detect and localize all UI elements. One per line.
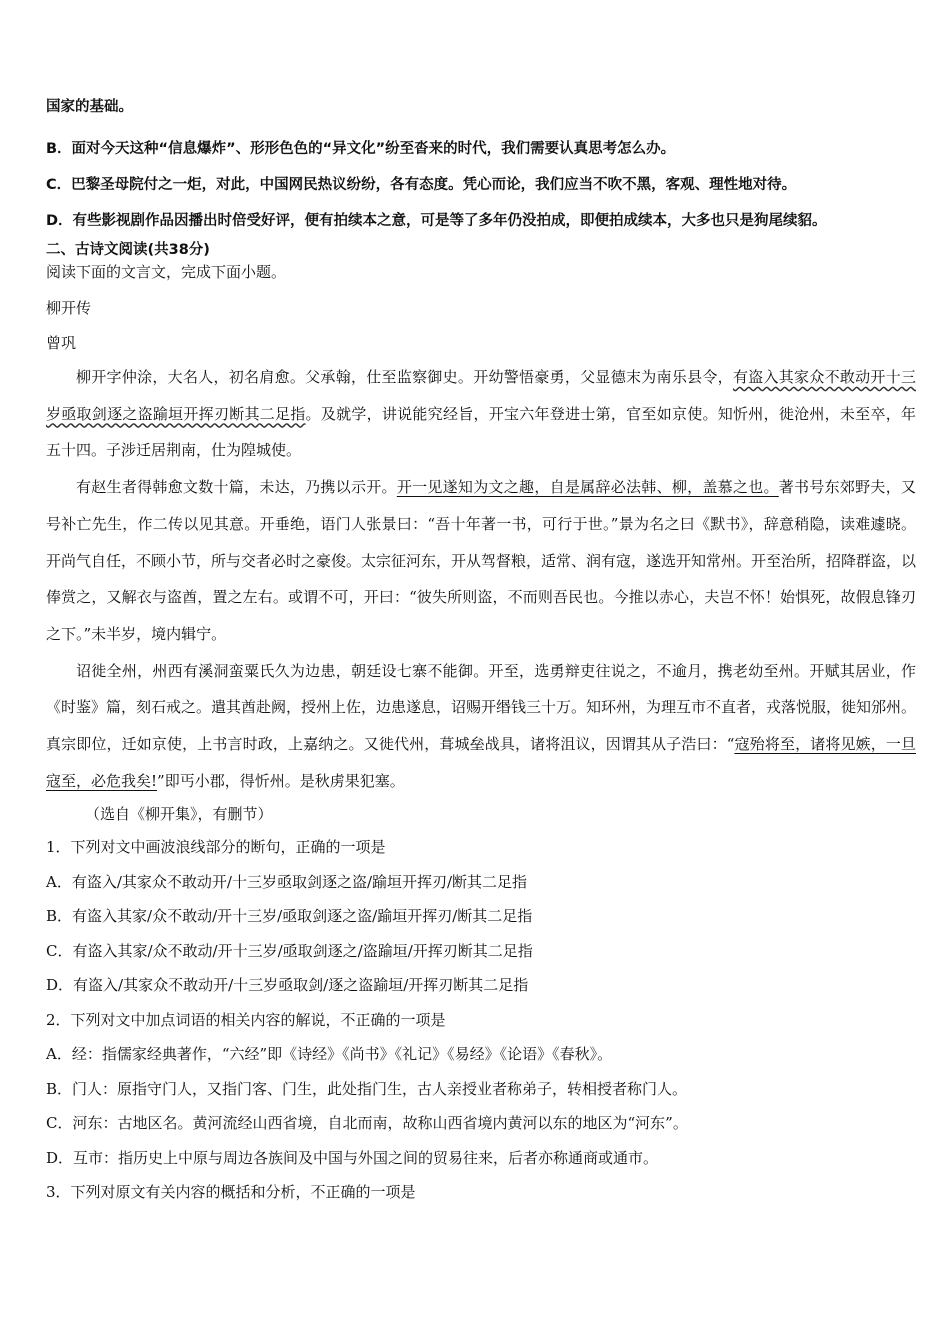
question-2-stem: 2．下列对文中加点词语的相关内容的解说，不正确的一项是 (46, 1010, 446, 1029)
question-2-option-a: A．经：指儒家经典著作，“六经”即《诗经》《尚书》《礼记》《易经》《论语》《春秋》。 (46, 1045, 613, 1064)
question-2-option-b: B．门人：原指守门人，又指门客、门生，此处指门生，古人亲授业者称弟子，转相授者称门人。 (46, 1079, 688, 1098)
question-1-option-c: C．有盗入其家/众不敢动/开十三岁/亟取剑逐之/盗踰垣/开挥刃断其二足指 (46, 941, 533, 960)
p1-text-b: 。及就学，讲说能究经旨，开宝六年登进士第，官至如京使。知忻州，徙沧州，未至卒，年五十四。子涉迁居荆南，仕为隍城使。 (46, 404, 916, 460)
question-2-option-c: C．河东：古地区名。黄河流经山西省境，自北而南，故称山西省境内黄河以东的地区为“河东”。 (46, 1114, 688, 1133)
question-1-option-b: B．有盗入其家/众不敢动/开十三岁/亟取剑逐之盗/踰垣开挥刃/断其二足指 (46, 907, 533, 926)
question-1-option-a: A．有盗入/其家众不敢动开/十三岁亟取剑逐之盗/踰垣开挥刃/断其二足指 (46, 872, 528, 891)
section-title: 二、古诗文阅读(共38分) (46, 242, 210, 258)
question-3-stem: 3．下列对原文有关内容的概括和分析，不正确的一项是 (46, 1183, 416, 1202)
question-1-stem: 1．下列对文中画波浪线部分的断句，正确的一项是 (46, 838, 386, 857)
p1-wavy-text: 有盗入其家众不敢动开十三岁亟取剑逐之盗踰垣开挥刃断其二足指 (46, 368, 916, 423)
p3-text-a: 诏徙全州，州西有溪洞蛮粟氏久为边患，朝廷设七寨不能御。开至，选勇辩吏往说之，不逾月，携老幼至州。开赋其居业，作《时鉴》篇，刻石戒之。遣其酋赴阙，授州上佐，边患遂息，诏赐开缗钱三十万。知环州，为理互市不直者，戎落悦服，徙知邠州。真宗即位，迁如京使，上书言时政，上嘉纳之。又徙代州，葺城垒战具，诸将沮议，因谓其从子浩曰：“ (46, 661, 917, 754)
p2-underlined-text: 开一见遂知为文之趣，自是属辞必法韩、柳，盖慕之也。 (396, 478, 779, 497)
p1-text-a: 柳开字仲涂，大名人，初名肩愈。父承翰，仕至监察御史。开幼警悟豪勇，父显德末为南乐县令， (76, 368, 733, 386)
instruction: 阅读下面的文言文，完成下面小题。 (46, 263, 287, 281)
paragraph-1 (46, 359, 916, 469)
prev-option-d: D．有些影视剧作品因播出时倍受好评，便有拍续本之意，可是等了多年仍没拍成，即便拍成续本，大多也只是狗尾续貂。 (46, 213, 827, 229)
text-author: 曾巩 (46, 334, 77, 352)
p3-underlined-text: 寇殆将至，诸将见嫉，一旦寇至，必危我矣! (46, 735, 916, 790)
prev-option-a-tail: 国家的基础。 (46, 99, 133, 115)
p2-text-a: 有赵生者得韩愈文数十篇，未达，乃携以示开。 (76, 478, 397, 497)
prev-option-b: B．面对今天这种“信息爆炸”、形形色色的“异文化”纷至沓来的时代，我们需要认真思考怎么办。 (46, 141, 676, 157)
text-source: （选自《柳开集》，有删节） (85, 805, 273, 824)
paragraph-2 (46, 469, 916, 653)
question-1-option-d: D．有盗入/其家众不敢动开/十三岁亟取剑/逐之盗踰垣/开挥刃断其二足指 (46, 976, 529, 995)
document-page (46, 96, 916, 1210)
paragraph-3 (46, 653, 916, 800)
question-2-option-d: D．互市：指历史上中原与周边各族间及中国与外国之间的贸易往来，后者亦称通商或通市。 (46, 1148, 659, 1167)
p3-text-b: ”即丐小郡，得忻州。是秋虏果犯塞。 (157, 771, 405, 790)
p2-text-b: 著书号东郊野夫，又号补亡先生，作二传以见其意。开垂绝，语门人张景曰：“吾十年著一书，可行于世。”景为名之曰《默书》，辞意稍隐，读难遽晓。开尚气自任，不顾小节，所与交者必时之豪俊。太宗征河东，开从驾督粮，适常、润有寇，遂选开知常州。开至治所，招降群盗，以俸赏之，又解衣与盗酋，置之左右。或谓不可，开曰：“彼失所则盗，不而则吾民也。今推以赤心，夫岂不怀！始惧死，故假息锋刃之下。”未半岁，境内辑宁。 (46, 478, 917, 643)
text-title: 柳开传 (46, 299, 92, 317)
prev-option-c: C．巴黎圣母院付之一炬，对此，中国网民热议纷纷，各有态度。凭心而论，我们应当不吹不黑，客观、理性地对待。 (46, 177, 797, 193)
